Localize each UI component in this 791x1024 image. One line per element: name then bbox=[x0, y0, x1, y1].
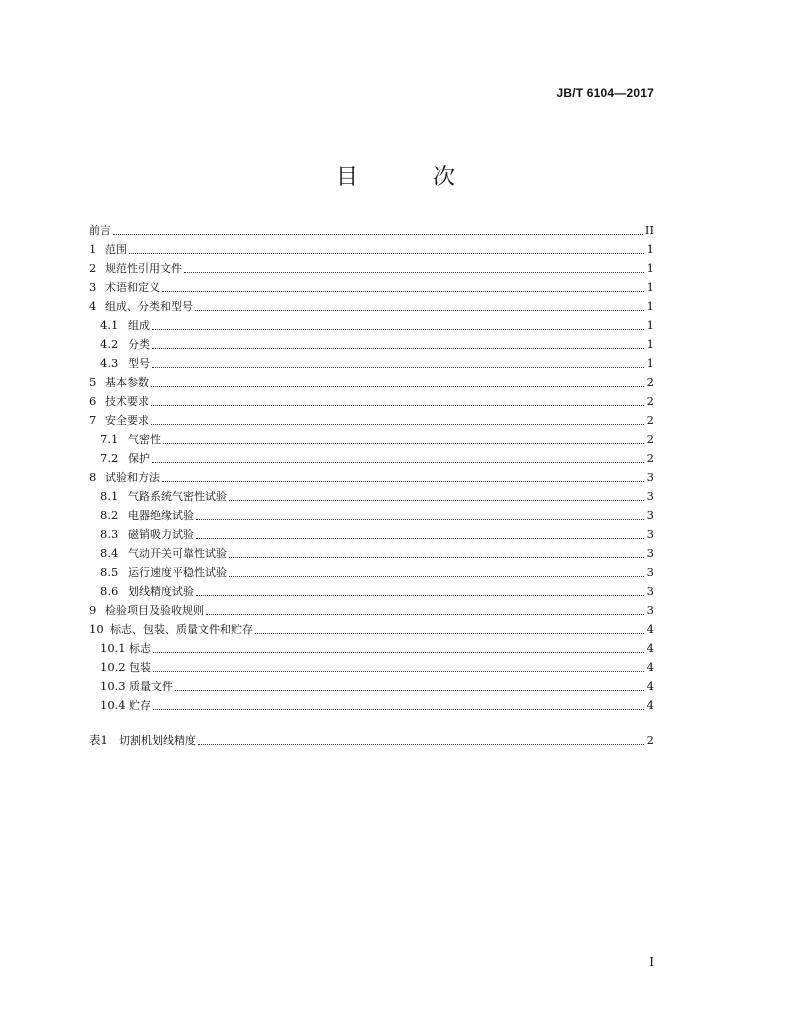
entry-number: 4.3 bbox=[100, 356, 119, 370]
dot-leader bbox=[153, 670, 644, 672]
entry-number: 4.1 bbox=[100, 318, 119, 332]
entry-number: 8.5 bbox=[100, 565, 119, 579]
toc-entry[interactable] bbox=[89, 639, 654, 658]
entry-label: 气路系统气密性试验 bbox=[128, 490, 227, 503]
entry-page-number: 2 bbox=[646, 451, 654, 465]
entry-label: 安全要求 bbox=[105, 414, 149, 427]
entry-label: 技术要求 bbox=[105, 395, 149, 408]
table-entry[interactable] bbox=[89, 731, 654, 750]
dot-leader bbox=[113, 233, 643, 235]
entry-label: 规范性引用文件 bbox=[105, 262, 182, 275]
entry-number: 8.4 bbox=[100, 546, 119, 560]
toc-entry[interactable] bbox=[89, 658, 654, 677]
entry-label: 前言 bbox=[89, 224, 111, 237]
dot-leader bbox=[229, 499, 644, 501]
dot-leader bbox=[196, 537, 644, 539]
entry-number: 9 bbox=[89, 603, 97, 617]
entry-number: 8.2 bbox=[100, 508, 119, 522]
entry-page-number: 1 bbox=[646, 318, 654, 332]
entry-label: 保护 bbox=[128, 452, 150, 465]
dot-leader bbox=[198, 743, 644, 745]
entry-label: 试验和方法 bbox=[105, 471, 160, 484]
dot-leader bbox=[152, 461, 644, 463]
entry-page-number: 1 bbox=[646, 337, 654, 351]
toc-entry[interactable] bbox=[89, 468, 654, 487]
entry-page-number: 2 bbox=[646, 432, 654, 446]
entry-number: 8.6 bbox=[100, 584, 119, 598]
toc-entry[interactable] bbox=[89, 544, 654, 563]
toc-entry[interactable] bbox=[89, 696, 654, 715]
toc-entry[interactable] bbox=[89, 449, 654, 468]
dot-leader bbox=[151, 423, 644, 425]
entry-label: 组成 bbox=[128, 319, 150, 332]
entry-label: 贮存 bbox=[129, 699, 151, 712]
dot-leader bbox=[151, 385, 644, 387]
entry-page-number: 1 bbox=[646, 280, 654, 294]
entry-number: 6 bbox=[89, 394, 97, 408]
dot-leader bbox=[153, 651, 644, 653]
entry-label: 分类 bbox=[128, 338, 150, 351]
entry-number: 10.4 bbox=[100, 698, 126, 712]
entry-page-number: 4 bbox=[646, 698, 654, 712]
entry-page-number: 2 bbox=[646, 413, 654, 427]
dot-leader bbox=[152, 328, 644, 330]
toc-entry[interactable] bbox=[89, 487, 654, 506]
entry-label: 运行速度平稳性试验 bbox=[128, 566, 227, 579]
entry-page-number: 3 bbox=[646, 489, 654, 503]
entry-number: 10.1 bbox=[100, 641, 126, 655]
table-of-contents bbox=[89, 221, 654, 715]
dot-leader bbox=[162, 480, 644, 482]
entry-label: 标志、包装、质量文件和贮存 bbox=[110, 623, 253, 636]
entry-number: 8.1 bbox=[100, 489, 119, 503]
toc-entry[interactable] bbox=[89, 240, 654, 259]
dot-leader bbox=[162, 290, 644, 292]
dot-leader bbox=[229, 575, 644, 577]
toc-entry[interactable] bbox=[89, 392, 654, 411]
entry-label: 气密性 bbox=[128, 433, 161, 446]
dot-leader bbox=[196, 594, 644, 596]
entry-label: 电器绝缘试验 bbox=[128, 509, 194, 522]
toc-entry[interactable] bbox=[89, 525, 654, 544]
entry-label: 标志 bbox=[129, 642, 151, 655]
entry-number: 10.2 bbox=[100, 660, 126, 674]
entry-page-number: 3 bbox=[646, 584, 654, 598]
entry-label: 质量文件 bbox=[129, 680, 173, 693]
entry-number: 10.3 bbox=[100, 679, 126, 693]
dot-leader bbox=[195, 309, 644, 311]
entry-label: 范围 bbox=[105, 243, 127, 256]
entry-number: 10 bbox=[89, 622, 104, 636]
dot-leader bbox=[151, 404, 644, 406]
entry-number: 7 bbox=[89, 413, 97, 427]
entry-page-number: 1 bbox=[646, 299, 654, 313]
toc-entry[interactable] bbox=[89, 354, 654, 373]
toc-entry[interactable] bbox=[89, 506, 654, 525]
page-number: I bbox=[649, 955, 654, 969]
dot-leader bbox=[255, 632, 644, 634]
entry-page-number: 2 bbox=[646, 394, 654, 408]
toc-entry[interactable] bbox=[89, 411, 654, 430]
toc-entry[interactable] bbox=[89, 278, 654, 297]
entry-number: 8.3 bbox=[100, 527, 119, 541]
entry-number: 4.2 bbox=[100, 337, 119, 351]
toc-entry[interactable] bbox=[89, 563, 654, 582]
entry-page-number: 3 bbox=[646, 527, 654, 541]
entry-number: 1 bbox=[89, 242, 97, 256]
list-of-tables bbox=[89, 731, 654, 750]
dot-leader bbox=[129, 252, 644, 254]
toc-entry[interactable] bbox=[89, 259, 654, 278]
entry-page-number: 3 bbox=[646, 470, 654, 484]
entry-page-number: 3 bbox=[646, 603, 654, 617]
entry-number: 2 bbox=[89, 261, 97, 275]
entry-page-number: 4 bbox=[646, 622, 654, 636]
entry-number: 3 bbox=[89, 280, 97, 294]
entry-page-number: 2 bbox=[646, 733, 654, 747]
toc-entry[interactable] bbox=[89, 373, 654, 392]
dot-leader bbox=[152, 347, 644, 349]
entry-label: 型号 bbox=[128, 357, 150, 370]
standard-code: JB/T 6104—2017 bbox=[556, 86, 654, 100]
entry-page-number: 4 bbox=[646, 660, 654, 674]
toc-entry[interactable] bbox=[89, 316, 654, 335]
entry-page-number: 3 bbox=[646, 546, 654, 560]
entry-label: 基本参数 bbox=[105, 376, 149, 389]
entry-label: 气动开关可靠性试验 bbox=[128, 547, 227, 560]
entry-number: 4 bbox=[89, 299, 97, 313]
page-title: 目 次 bbox=[336, 165, 489, 190]
entry-label: 磁销吸力试验 bbox=[128, 528, 194, 541]
entry-label: 检验项目及验收规则 bbox=[105, 604, 204, 617]
toc-entry[interactable] bbox=[89, 620, 654, 639]
entry-number: 5 bbox=[89, 375, 97, 389]
entry-number: 7.2 bbox=[100, 451, 119, 465]
toc-entry[interactable] bbox=[89, 221, 654, 240]
toc-entry[interactable] bbox=[89, 297, 654, 316]
toc-entry[interactable] bbox=[89, 335, 654, 354]
dot-leader bbox=[153, 708, 644, 710]
entry-page-number: 3 bbox=[646, 565, 654, 579]
entry-page-number: II bbox=[644, 223, 654, 237]
toc-entry[interactable] bbox=[89, 677, 654, 696]
entry-page-number: 3 bbox=[646, 508, 654, 522]
dot-leader bbox=[163, 442, 644, 444]
entry-label: 划线精度试验 bbox=[128, 585, 194, 598]
dot-leader bbox=[206, 613, 644, 615]
entry-label: 包装 bbox=[129, 661, 151, 674]
dot-leader bbox=[184, 271, 644, 273]
dot-leader bbox=[196, 518, 644, 520]
toc-entry[interactable] bbox=[89, 582, 654, 601]
entry-page-number: 1 bbox=[646, 356, 654, 370]
entry-number: 7.1 bbox=[100, 432, 119, 446]
entry-page-number: 2 bbox=[646, 375, 654, 389]
entry-number: 表1 bbox=[89, 733, 108, 747]
entry-number: 8 bbox=[89, 470, 97, 484]
entry-label: 切割机划线精度 bbox=[119, 734, 196, 747]
entry-label: 组成、分类和型号 bbox=[105, 300, 193, 313]
entry-page-number: 4 bbox=[646, 679, 654, 693]
toc-entry[interactable] bbox=[89, 601, 654, 620]
entry-label: 术语和定义 bbox=[105, 281, 160, 294]
entry-page-number: 1 bbox=[646, 242, 654, 256]
dot-leader bbox=[152, 366, 644, 368]
toc-entry[interactable] bbox=[89, 430, 654, 449]
entry-page-number: 4 bbox=[646, 641, 654, 655]
dot-leader bbox=[175, 689, 644, 691]
dot-leader bbox=[229, 556, 644, 558]
entry-page-number: 1 bbox=[646, 261, 654, 275]
